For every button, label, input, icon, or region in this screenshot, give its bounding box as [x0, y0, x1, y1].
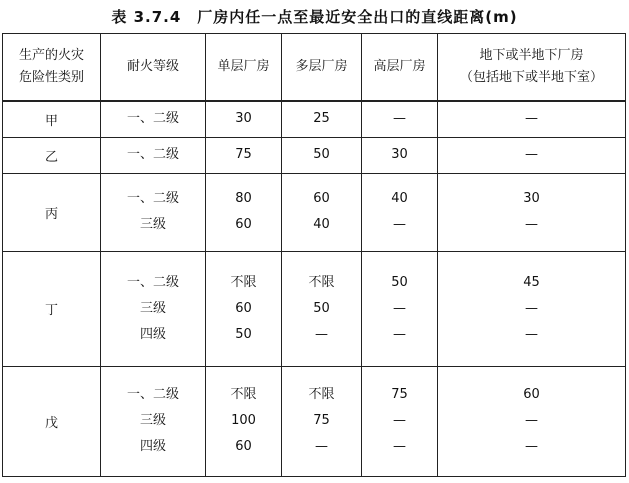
hazard-class-cell: 丁 [3, 251, 101, 366]
hazard-class-cell: 甲 [3, 101, 101, 137]
single-storey-cell [206, 251, 282, 366]
underground-cell [438, 137, 626, 173]
fire-rating-cell [101, 366, 206, 476]
underground-value: — [525, 439, 538, 454]
single-storey-cell [206, 137, 282, 173]
multi-storey-value: 50 [313, 147, 330, 162]
single-storey-cell [206, 366, 282, 476]
multi-storey-value: 不限 [308, 274, 335, 290]
underground-value: 60 [523, 387, 540, 402]
underground-value: — [525, 147, 538, 162]
high-rise-value: — [393, 439, 406, 454]
underground-cell [438, 251, 626, 366]
high-rise-value: 50 [391, 274, 408, 290]
underground-value: 45 [523, 274, 540, 290]
single-storey-value: 75 [235, 147, 252, 162]
underground-cell [438, 366, 626, 476]
underground-value: — [525, 413, 538, 428]
header-underground-line-1: 地下或半地下厂房 [479, 48, 584, 63]
fire-rating-value: 一、二级 [126, 274, 179, 290]
single-storey-value: 30 [235, 111, 252, 127]
table-row [3, 101, 626, 137]
single-storey-value: 60 [235, 300, 252, 316]
single-storey-value: 80 [235, 191, 252, 206]
high-rise-value: — [393, 300, 406, 316]
table-row [3, 366, 626, 476]
fire-rating-cell [101, 251, 206, 366]
fire-rating-value: 三级 [139, 217, 166, 232]
multi-storey-value: — [315, 439, 328, 454]
multi-storey-value: 60 [313, 191, 330, 206]
fire-rating-value: 三级 [139, 300, 166, 316]
multi-storey-value: 50 [313, 300, 330, 316]
multi-storey-cell [282, 251, 362, 366]
multi-storey-value: 不限 [308, 387, 335, 402]
high-rise-value: — [393, 111, 406, 127]
single-storey-value: 100 [231, 413, 256, 428]
underground-value: — [525, 217, 538, 232]
high-rise-value: — [393, 413, 406, 428]
header-high-rise: 高层厂房 [362, 34, 438, 102]
single-storey-cell [206, 101, 282, 137]
high-rise-cell [362, 137, 438, 173]
table-title: 表 3.7.4 厂房内任一点至最近安全出口的直线距离(m) [111, 8, 518, 26]
fire-rating-value: 一、二级 [126, 147, 179, 162]
underground-value: 30 [523, 191, 540, 206]
underground-cell [438, 173, 626, 251]
hazard-class-cell: 丙 [3, 173, 101, 251]
multi-storey-value: 25 [313, 111, 330, 127]
high-rise-value: 30 [391, 147, 408, 162]
high-rise-cell [362, 366, 438, 476]
fire-rating-value: 一、二级 [126, 191, 179, 206]
table-row [3, 137, 626, 173]
header-row [3, 34, 626, 102]
high-rise-value: 40 [391, 191, 408, 206]
underground-value: — [525, 300, 538, 316]
high-rise-cell [362, 101, 438, 137]
high-rise-cell [362, 173, 438, 251]
fire-rating-value: 四级 [139, 326, 166, 342]
fire-rating-cell [101, 173, 206, 251]
single-storey-value: 60 [235, 217, 252, 232]
multi-storey-cell [282, 101, 362, 137]
table-row [3, 173, 626, 251]
header-single-storey: 单层厂房 [206, 34, 282, 102]
multi-storey-cell [282, 366, 362, 476]
single-storey-value: 不限 [230, 274, 257, 290]
single-storey-cell [206, 173, 282, 251]
high-rise-value: — [393, 217, 406, 232]
single-storey-value: 60 [235, 439, 252, 454]
fire-rating-value: 一、二级 [126, 111, 179, 127]
header-fire-rating: 耐火等级 [101, 34, 206, 102]
distance-table [2, 33, 626, 477]
table-row [3, 251, 626, 366]
hazard-class-cell: 乙 [3, 137, 101, 173]
underground-value: — [525, 326, 538, 342]
header-hazard [3, 34, 101, 102]
header-multi-storey: 多层厂房 [282, 34, 362, 102]
header-underground [438, 34, 626, 102]
high-rise-cell [362, 251, 438, 366]
high-rise-value: 75 [391, 387, 408, 402]
multi-storey-value: — [315, 326, 328, 342]
header-hazard-line-2: 危险性类别 [18, 70, 84, 85]
fire-rating-cell [101, 137, 206, 173]
multi-storey-value: 75 [313, 413, 330, 428]
underground-cell [438, 101, 626, 137]
multi-storey-cell [282, 173, 362, 251]
high-rise-value: — [393, 326, 406, 342]
single-storey-value: 不限 [230, 387, 257, 402]
multi-storey-cell [282, 137, 362, 173]
multi-storey-value: 40 [313, 217, 330, 232]
header-hazard-line-1: 生产的火灾 [18, 48, 84, 63]
hazard-class-cell: 戊 [3, 366, 101, 476]
fire-rating-cell [101, 101, 206, 137]
underground-value: — [525, 111, 538, 127]
header-underground-line-2: （包括地下或半地下室） [459, 70, 603, 85]
fire-rating-value: 三级 [139, 413, 166, 428]
fire-rating-value: 一、二级 [126, 387, 179, 402]
fire-rating-value: 四级 [139, 439, 166, 454]
single-storey-value: 50 [235, 326, 252, 342]
